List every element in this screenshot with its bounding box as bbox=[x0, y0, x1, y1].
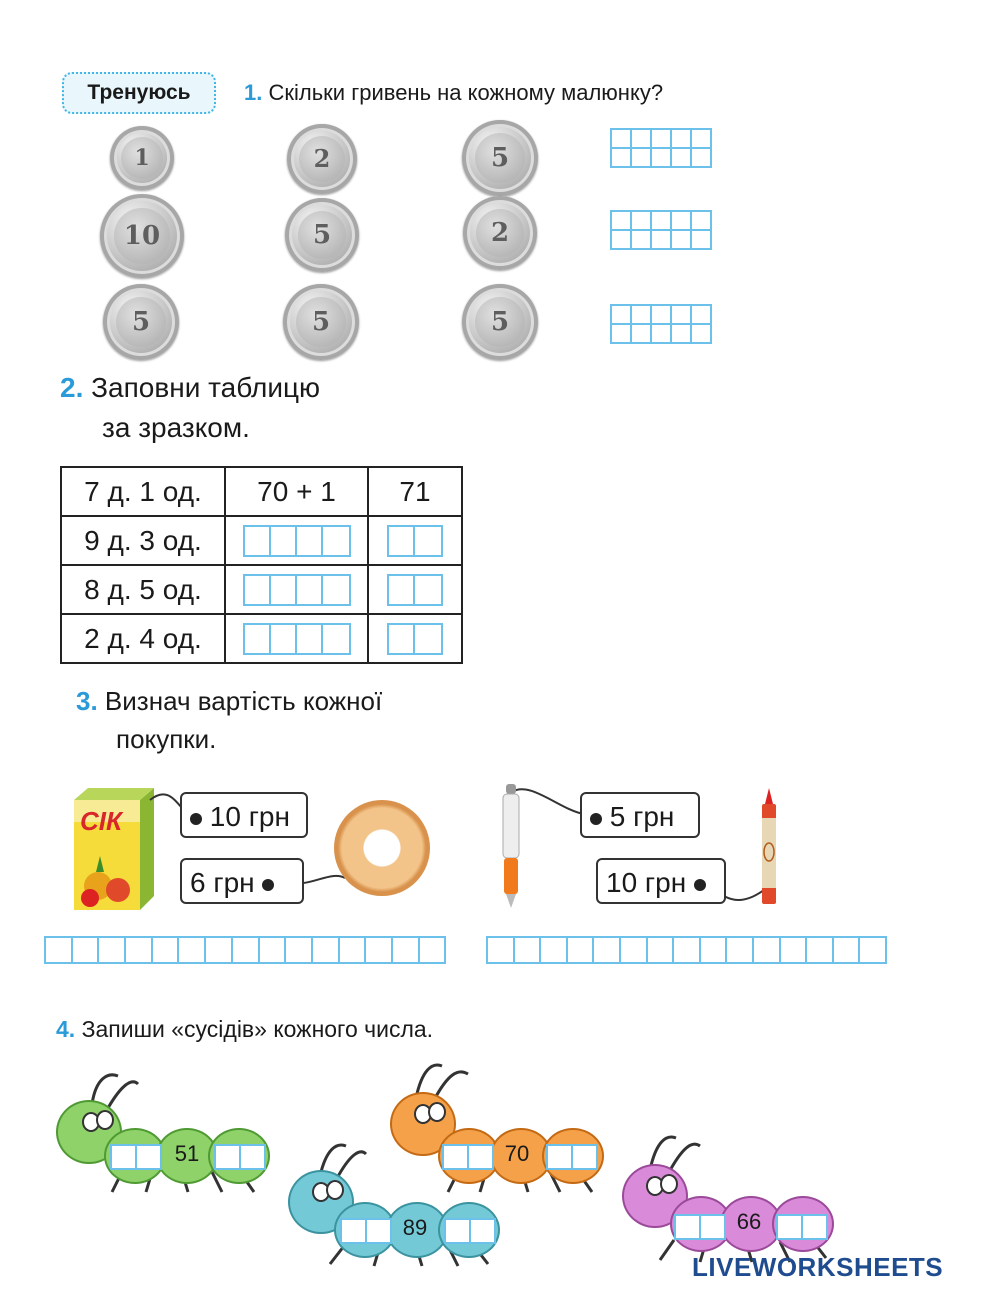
task1-text: Скільки гривень на кожному малюнку? bbox=[268, 80, 664, 105]
task4-text: Запиши «сусідів» кожного числа. bbox=[81, 1016, 434, 1042]
coin-icon: 10 bbox=[100, 194, 184, 278]
task4-number: 4. bbox=[56, 1016, 76, 1042]
task2-heading bbox=[60, 368, 320, 448]
table-input-cell[interactable] bbox=[225, 614, 368, 663]
caterpillar-green bbox=[52, 1064, 272, 1200]
juice-label: СІК bbox=[80, 806, 122, 836]
coin-icon: 1 bbox=[110, 126, 174, 190]
caterpillar-number: 66 bbox=[736, 1209, 762, 1234]
task3-line1: Визнач вартість кожної bbox=[104, 686, 383, 716]
task2-number: 2. bbox=[60, 372, 84, 403]
answer-grid-3[interactable] bbox=[610, 304, 712, 344]
table-cell: 2 д. 4 од. bbox=[61, 614, 225, 663]
answer-strip-left[interactable] bbox=[44, 936, 446, 964]
price-tag-bagel bbox=[180, 858, 304, 904]
coin-icon: 5 bbox=[283, 284, 359, 360]
pen-icon bbox=[500, 784, 522, 910]
table-input-cell[interactable] bbox=[368, 565, 462, 614]
neighbor-input-after[interactable] bbox=[214, 1144, 266, 1170]
price-tag-juice bbox=[180, 792, 308, 838]
task2-line1: Заповни таблицю bbox=[91, 372, 320, 403]
table-cell: 8 д. 5 од. bbox=[61, 565, 225, 614]
price-tag-pen bbox=[580, 792, 700, 838]
table-input-cell[interactable] bbox=[368, 516, 462, 565]
coin-icon: 2 bbox=[463, 196, 537, 270]
tag-hole-icon bbox=[262, 879, 274, 891]
table-row bbox=[61, 565, 462, 614]
bagel-icon bbox=[334, 800, 430, 896]
neighbor-input-before[interactable] bbox=[340, 1218, 392, 1244]
table-row bbox=[61, 614, 462, 663]
section-badge: Тренуюсь bbox=[62, 72, 216, 114]
task1-heading bbox=[244, 80, 663, 106]
table-cell: 9 д. 3 од. bbox=[61, 516, 225, 565]
answer-grid-1[interactable] bbox=[610, 128, 712, 168]
price-label: 5 грн bbox=[609, 801, 675, 832]
task2-line2: за зразком. bbox=[102, 412, 250, 443]
tag-hole-icon bbox=[190, 813, 202, 825]
neighbor-input-before[interactable] bbox=[110, 1144, 162, 1170]
caterpillar-number: 51 bbox=[174, 1141, 200, 1166]
coin-icon: 5 bbox=[462, 120, 538, 196]
neighbor-input-after[interactable] bbox=[444, 1218, 496, 1244]
task3-heading bbox=[76, 682, 382, 758]
price-tag-crayon bbox=[596, 858, 726, 904]
table-row bbox=[61, 516, 462, 565]
coin-icon: 5 bbox=[285, 198, 359, 272]
caterpillar-pink bbox=[616, 1128, 838, 1268]
coin-icon: 2 bbox=[287, 124, 357, 194]
task3-line2: покупки. bbox=[116, 724, 217, 754]
neighbor-input-after[interactable] bbox=[546, 1144, 598, 1170]
tag-hole-icon bbox=[590, 813, 602, 825]
caterpillar-orange bbox=[386, 1056, 604, 1196]
caterpillar-number: 70 bbox=[504, 1141, 530, 1166]
table-row bbox=[61, 467, 462, 516]
table-cell: 70 + 1 bbox=[225, 467, 368, 516]
tag-hole-icon bbox=[694, 879, 706, 891]
table-input-cell[interactable] bbox=[368, 614, 462, 663]
coin-icon: 5 bbox=[462, 284, 538, 360]
liveworksheets-logo: LIVEWORKSHEETS bbox=[692, 1252, 944, 1282]
task1-number: 1. bbox=[244, 80, 263, 105]
table-cell: 71 bbox=[368, 467, 462, 516]
caterpillar-number: 89 bbox=[402, 1215, 428, 1240]
coin-icon: 5 bbox=[103, 284, 179, 360]
table-cell: 7 д. 1 од. bbox=[61, 467, 225, 516]
task3-number: 3. bbox=[76, 686, 98, 716]
answer-strip-right[interactable] bbox=[486, 936, 887, 964]
price-label: 10 грн bbox=[209, 801, 290, 832]
crayon-icon bbox=[758, 788, 780, 906]
table-input-cell[interactable] bbox=[225, 565, 368, 614]
answer-grid-2[interactable] bbox=[610, 210, 712, 250]
price-label: 10 грн bbox=[606, 867, 687, 898]
neighbor-input-after[interactable] bbox=[776, 1214, 828, 1240]
neighbor-input-before[interactable] bbox=[674, 1214, 726, 1240]
task4-heading bbox=[56, 1016, 433, 1043]
neighbor-input-before[interactable] bbox=[442, 1144, 494, 1170]
tens-units-table bbox=[60, 466, 463, 664]
table-input-cell[interactable] bbox=[225, 516, 368, 565]
price-label: 6 грн bbox=[190, 867, 255, 898]
